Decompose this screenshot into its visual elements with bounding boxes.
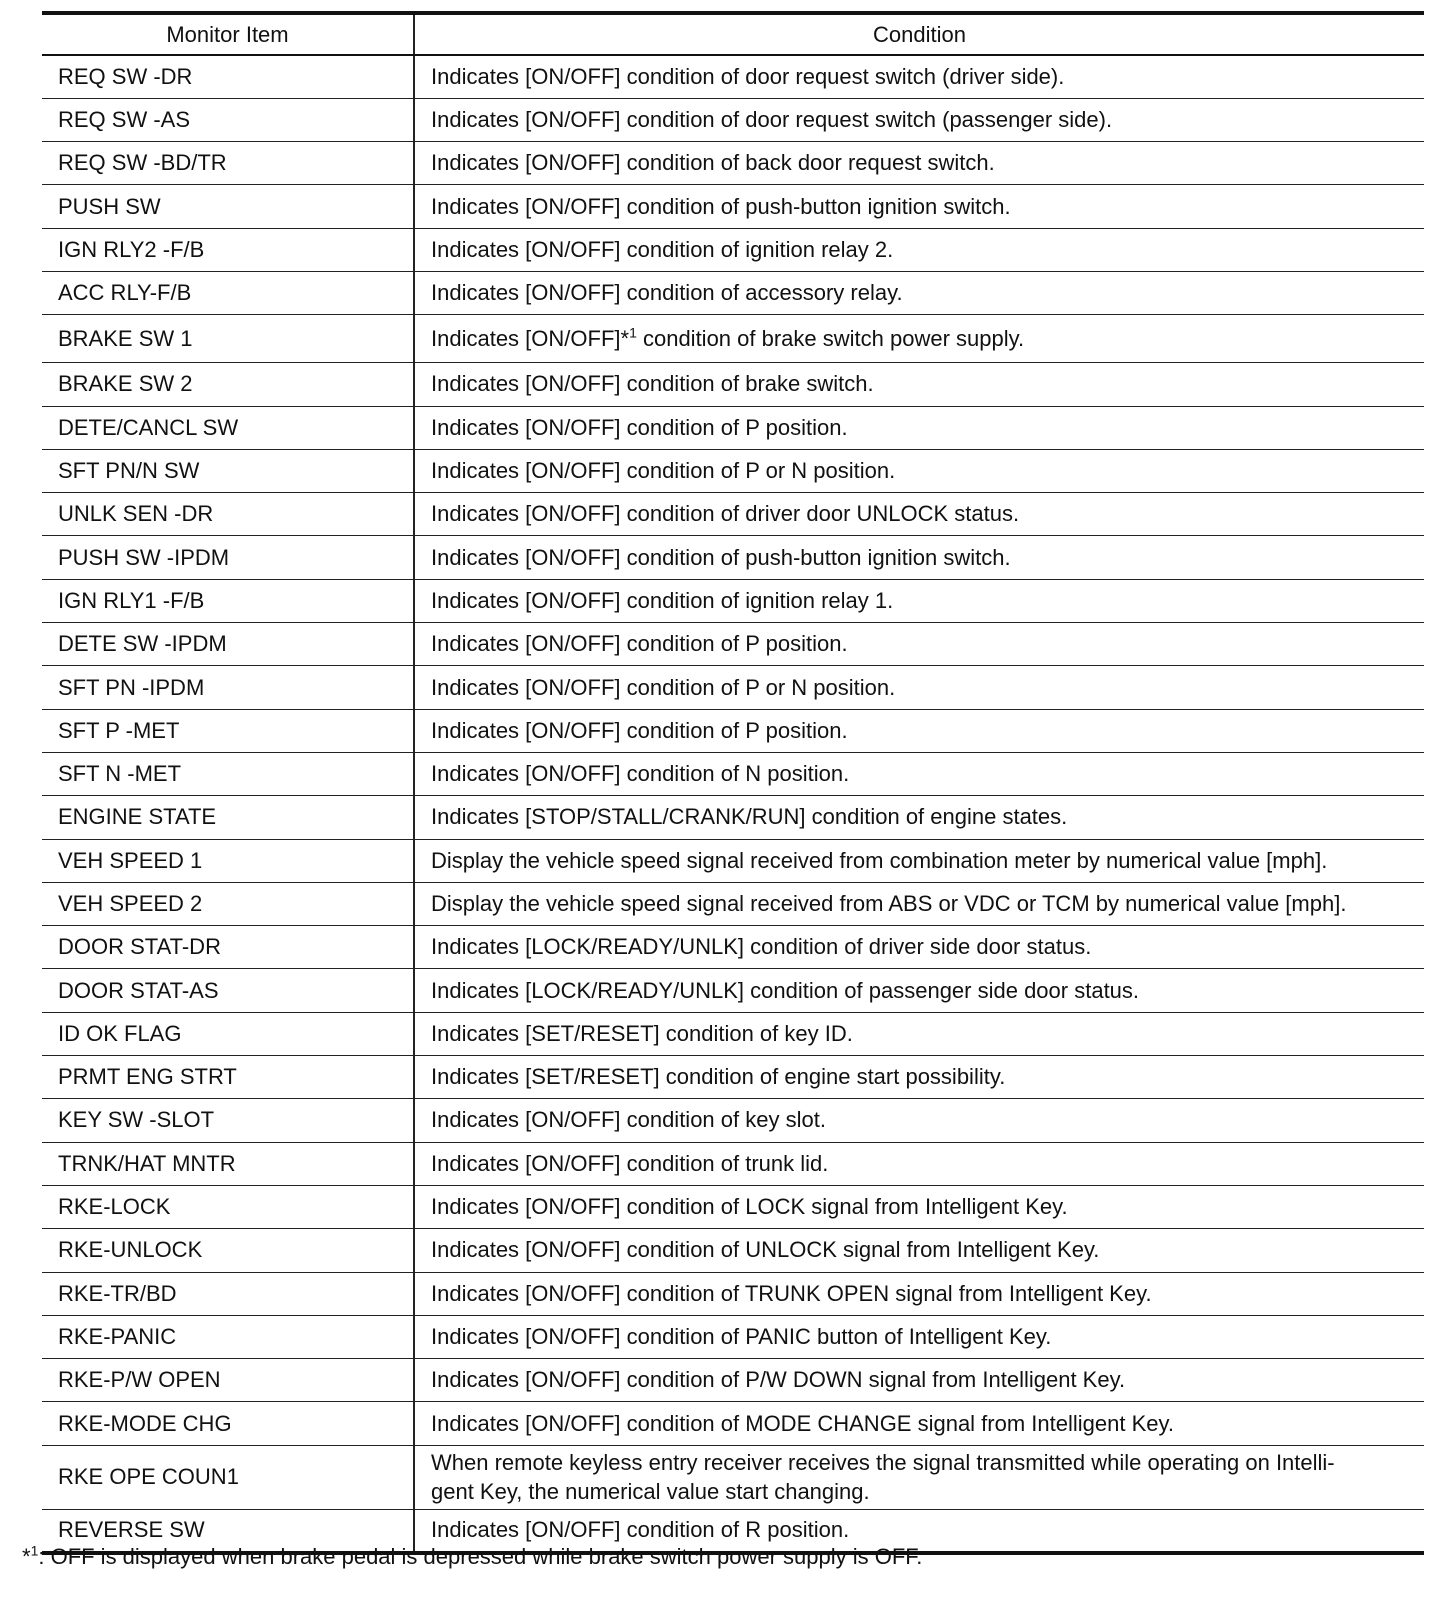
condition-cell: Indicates [ON/OFF] condition of N position. bbox=[414, 752, 1424, 795]
monitor-item-cell: ENGINE STATE bbox=[42, 796, 414, 839]
condition-cell: Indicates [ON/OFF] condition of R position. bbox=[414, 1509, 1424, 1552]
table-row bbox=[42, 1315, 1424, 1358]
condition-cell: Indicates [SET/RESET] condition of engine start possibility. bbox=[414, 1056, 1424, 1099]
table-row bbox=[42, 271, 1424, 314]
monitor-item-cell: BRAKE SW 2 bbox=[42, 363, 414, 406]
monitor-item-cell: RKE OPE COUN1 bbox=[42, 1445, 414, 1509]
table-row bbox=[42, 796, 1424, 839]
table-row bbox=[42, 579, 1424, 622]
condition-cell: Display the vehicle speed signal received from combination meter by numerical value [mph]. bbox=[414, 839, 1424, 882]
monitor-item-cell: PRMT ENG STRT bbox=[42, 1056, 414, 1099]
monitor-item-cell: RKE-MODE CHG bbox=[42, 1402, 414, 1445]
condition-cell: Indicates [ON/OFF] condition of P or N position. bbox=[414, 666, 1424, 709]
condition-cell: Indicates [ON/OFF] condition of accessory relay. bbox=[414, 271, 1424, 314]
condition-cell: Indicates [ON/OFF] condition of LOCK signal from Intelligent Key. bbox=[414, 1185, 1424, 1228]
condition-cell: Indicates [ON/OFF] condition of door request switch (driver side). bbox=[414, 55, 1424, 98]
condition-cell: Indicates [SET/RESET] condition of key ID. bbox=[414, 1012, 1424, 1055]
table-row bbox=[42, 363, 1424, 406]
condition-cell: Indicates [STOP/STALL/CRANK/RUN] condition of engine states. bbox=[414, 796, 1424, 839]
monitor-item-cell: BRAKE SW 1 bbox=[42, 315, 414, 363]
monitor-item-cell: PUSH SW bbox=[42, 185, 414, 228]
table-row bbox=[42, 98, 1424, 141]
condition-cell: Indicates [LOCK/READY/UNLK] condition of passenger side door status. bbox=[414, 969, 1424, 1012]
condition-cell: Indicates [ON/OFF] condition of driver door UNLOCK status. bbox=[414, 493, 1424, 536]
table-header-row bbox=[42, 13, 1424, 55]
monitor-item-cell: PUSH SW -IPDM bbox=[42, 536, 414, 579]
header-condition: Condition bbox=[414, 13, 1424, 55]
monitor-item-cell: VEH SPEED 1 bbox=[42, 839, 414, 882]
table-row bbox=[42, 1012, 1424, 1055]
table-row bbox=[42, 1445, 1424, 1509]
table-row bbox=[42, 55, 1424, 98]
footnote-asterisk: * bbox=[22, 1544, 31, 1569]
table-row bbox=[42, 449, 1424, 492]
table-row bbox=[42, 536, 1424, 579]
condition-cell: Indicates [ON/OFF] condition of P/W DOWN signal from Intelligent Key. bbox=[414, 1359, 1424, 1402]
monitor-item-cell: ID OK FLAG bbox=[42, 1012, 414, 1055]
condition-text: condition of brake switch power supply. bbox=[636, 325, 1025, 351]
condition-cell: Indicates [ON/OFF] condition of ignition relay 1. bbox=[414, 579, 1424, 622]
footnote-marker: 1 bbox=[629, 324, 637, 341]
condition-cell: Indicates [ON/OFF] condition of TRUNK OPEN signal from Intelligent Key. bbox=[414, 1272, 1424, 1315]
condition-cell: Indicates [ON/OFF] condition of ignition relay 2. bbox=[414, 228, 1424, 271]
condition-text: Indicates [ON/OFF]* bbox=[431, 325, 630, 351]
monitor-item-cell: ACC RLY-F/B bbox=[42, 271, 414, 314]
header-monitor-item: Monitor Item bbox=[42, 13, 414, 55]
table-row bbox=[42, 623, 1424, 666]
table-row bbox=[42, 228, 1424, 271]
table-row bbox=[42, 1359, 1424, 1402]
condition-cell bbox=[414, 315, 1424, 363]
monitor-item-cell: RKE-P/W OPEN bbox=[42, 1359, 414, 1402]
monitor-item-cell: RKE-TR/BD bbox=[42, 1272, 414, 1315]
table-row bbox=[42, 1402, 1424, 1445]
condition-text-line1: When remote keyless entry receiver receives the signal transmitted while operating on Intelli- bbox=[431, 1450, 1335, 1476]
monitor-item-cell: RKE-LOCK bbox=[42, 1185, 414, 1228]
condition-cell: Indicates [ON/OFF] condition of MODE CHANGE signal from Intelligent Key. bbox=[414, 1402, 1424, 1445]
monitor-item-cell: REQ SW -DR bbox=[42, 55, 414, 98]
monitor-item-cell: REQ SW -AS bbox=[42, 98, 414, 141]
monitor-item-cell: SFT N -MET bbox=[42, 752, 414, 795]
footnote-marker: 1 bbox=[30, 1542, 39, 1559]
condition-cell: Indicates [ON/OFF] condition of P position. bbox=[414, 709, 1424, 752]
table-row bbox=[42, 1056, 1424, 1099]
monitor-item-cell: SFT PN -IPDM bbox=[42, 666, 414, 709]
monitor-item-table bbox=[42, 11, 1424, 1555]
monitor-item-cell: VEH SPEED 2 bbox=[42, 882, 414, 925]
table-row bbox=[42, 185, 1424, 228]
table-row bbox=[42, 1185, 1424, 1228]
condition-cell: Indicates [ON/OFF] condition of brake switch. bbox=[414, 363, 1424, 406]
condition-cell: Indicates [ON/OFF] condition of push-button ignition switch. bbox=[414, 185, 1424, 228]
monitor-item-cell: DOOR STAT-DR bbox=[42, 926, 414, 969]
table-row bbox=[42, 969, 1424, 1012]
condition-cell: Indicates [ON/OFF] condition of P position. bbox=[414, 406, 1424, 449]
table-row bbox=[42, 666, 1424, 709]
monitor-item-cell: RKE-PANIC bbox=[42, 1315, 414, 1358]
table-row bbox=[42, 142, 1424, 185]
table-row bbox=[42, 752, 1424, 795]
condition-cell: Indicates [ON/OFF] condition of P or N position. bbox=[414, 449, 1424, 492]
table-row bbox=[42, 493, 1424, 536]
monitor-item-cell: DETE SW -IPDM bbox=[42, 623, 414, 666]
table-row bbox=[42, 1229, 1424, 1272]
monitor-item-cell: REQ SW -BD/TR bbox=[42, 142, 414, 185]
condition-text-line2: gent Key, the numerical value start changing. bbox=[431, 1479, 870, 1505]
table-row bbox=[42, 1099, 1424, 1142]
condition-cell: Indicates [LOCK/READY/UNLK] condition of driver side door status. bbox=[414, 926, 1424, 969]
condition-cell: Indicates [ON/OFF] condition of key slot. bbox=[414, 1099, 1424, 1142]
table-row bbox=[42, 1272, 1424, 1315]
monitor-item-cell: REVERSE SW bbox=[42, 1509, 414, 1552]
condition-cell: Indicates [ON/OFF] condition of P position. bbox=[414, 623, 1424, 666]
table-row bbox=[42, 1142, 1424, 1185]
monitor-item-cell: DOOR STAT-AS bbox=[42, 969, 414, 1012]
condition-cell bbox=[414, 1445, 1424, 1509]
condition-cell: Indicates [ON/OFF] condition of back door request switch. bbox=[414, 142, 1424, 185]
monitor-item-cell: SFT P -MET bbox=[42, 709, 414, 752]
table-row bbox=[42, 315, 1424, 363]
condition-cell: Indicates [ON/OFF] condition of push-button ignition switch. bbox=[414, 536, 1424, 579]
monitor-item-cell: RKE-UNLOCK bbox=[42, 1229, 414, 1272]
monitor-item-cell: UNLK SEN -DR bbox=[42, 493, 414, 536]
monitor-item-cell: SFT PN/N SW bbox=[42, 449, 414, 492]
footnote bbox=[22, 1544, 922, 1570]
monitor-item-cell: IGN RLY1 -F/B bbox=[42, 579, 414, 622]
condition-cell: Display the vehicle speed signal received from ABS or VDC or TCM by numerical value [mph]. bbox=[414, 882, 1424, 925]
monitor-item-cell: KEY SW -SLOT bbox=[42, 1099, 414, 1142]
condition-cell: Indicates [ON/OFF] condition of trunk lid. bbox=[414, 1142, 1424, 1185]
table-row bbox=[42, 709, 1424, 752]
condition-cell: Indicates [ON/OFF] condition of UNLOCK signal from Intelligent Key. bbox=[414, 1229, 1424, 1272]
table-row bbox=[42, 882, 1424, 925]
monitor-item-cell: DETE/CANCL SW bbox=[42, 406, 414, 449]
table-row bbox=[42, 926, 1424, 969]
condition-cell: Indicates [ON/OFF] condition of PANIC button of Intelligent Key. bbox=[414, 1315, 1424, 1358]
footnote-text: : OFF is displayed when brake pedal is depressed while brake switch power supply is OFF. bbox=[38, 1544, 923, 1569]
monitor-item-cell: TRNK/HAT MNTR bbox=[42, 1142, 414, 1185]
condition-cell: Indicates [ON/OFF] condition of door request switch (passenger side). bbox=[414, 98, 1424, 141]
monitor-item-cell: IGN RLY2 -F/B bbox=[42, 228, 414, 271]
table-row bbox=[42, 839, 1424, 882]
table-row bbox=[42, 406, 1424, 449]
